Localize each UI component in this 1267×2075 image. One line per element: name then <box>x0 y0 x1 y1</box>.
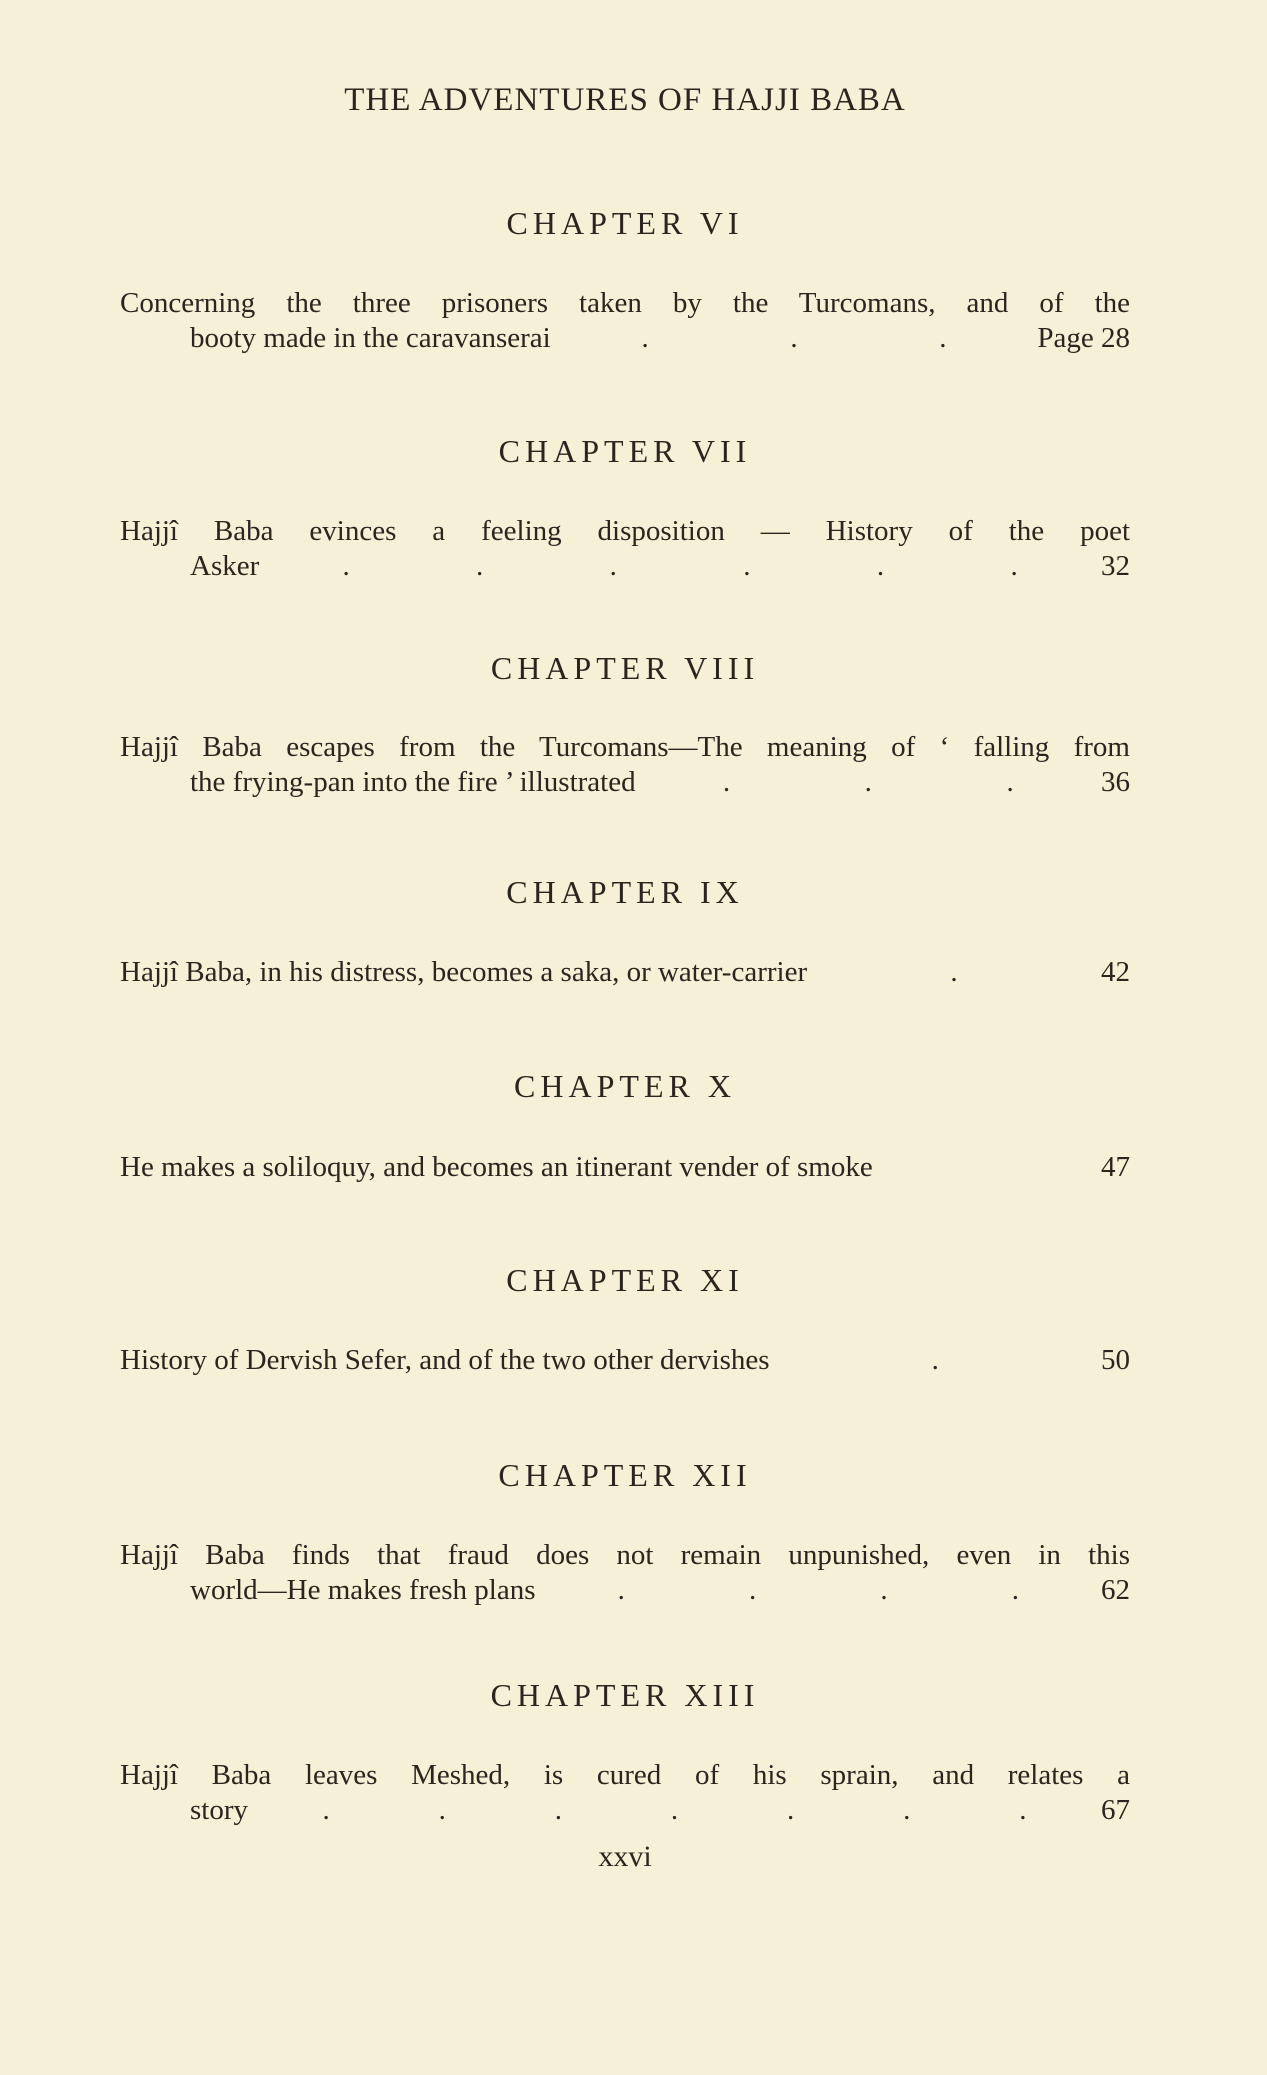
chapter-entry <box>120 955 1130 990</box>
leader-dot: . <box>950 956 958 988</box>
leader-dot: . <box>1019 1794 1027 1826</box>
dot-leader <box>807 955 1101 990</box>
dot-leader <box>259 549 1101 584</box>
page-number: 32 <box>1101 550 1130 582</box>
page-number: 62 <box>1101 1574 1130 1606</box>
leader-dot: . <box>903 1794 911 1826</box>
chapter-entry <box>120 1343 1130 1378</box>
leader-dot: . <box>670 1794 679 1826</box>
chapter-heading: CHAPTER IX <box>506 874 744 910</box>
page-number: 50 <box>1101 1344 1130 1376</box>
leader-dot: . <box>931 1344 939 1376</box>
leader-dot: . <box>617 1574 625 1606</box>
entry-line: Hajjî Baba evinces a feeling disposition — History of the poet <box>120 515 1130 547</box>
leader-dot: . <box>641 322 649 354</box>
entry-line: booty made in the caravanserai <box>190 322 551 354</box>
entry-line: Asker <box>190 550 260 582</box>
chapter-entry <box>120 1538 1130 1608</box>
leader-dot: . <box>342 550 350 582</box>
leader-dot: . <box>939 322 947 354</box>
chapter-entry <box>120 730 1130 800</box>
chapter-heading: CHAPTER VIII <box>490 650 760 686</box>
chapter-heading: CHAPTER XIII <box>490 1677 760 1713</box>
leader-dot: . <box>748 1574 757 1606</box>
leader-dot: . <box>1006 766 1014 798</box>
dot-leader <box>636 765 1101 800</box>
leader-dot: . <box>743 550 751 582</box>
leader-dot: . <box>864 766 872 798</box>
chapter-heading: CHAPTER XII <box>498 1457 752 1493</box>
page-number: 67 <box>1101 1794 1130 1826</box>
page-number: 47 <box>1101 1151 1130 1183</box>
entry-line: the frying-pan into the fire ’ illustrated <box>190 766 636 798</box>
leader-dot: . <box>1010 550 1018 582</box>
chapter-heading: CHAPTER XI <box>506 1262 744 1298</box>
chapter-entry <box>120 1150 1130 1185</box>
leader-dot: . <box>880 1574 888 1606</box>
leader-dot: . <box>609 550 617 582</box>
page-number: 36 <box>1101 766 1130 798</box>
leader-dot: . <box>722 766 731 798</box>
leader-dot: . <box>790 322 798 354</box>
leader-dot: . <box>322 1794 330 1826</box>
running-head: THE ADVENTURES OF HAJJI BABA <box>344 82 906 118</box>
leader-dot: . <box>438 1794 446 1826</box>
chapter-entry <box>120 286 1130 356</box>
chapter-entry <box>120 1758 1130 1828</box>
dot-leader <box>536 1573 1102 1608</box>
page-number: 42 <box>1101 956 1130 988</box>
dot-leader <box>873 1150 1101 1185</box>
entry-line: story <box>190 1794 248 1826</box>
chapter-heading: CHAPTER X <box>514 1068 736 1104</box>
leader-dot: . <box>554 1794 562 1826</box>
leader-dot: . <box>876 550 885 582</box>
entry-line: Concerning the three prisoners taken by the Turcomans, and of the <box>120 287 1130 319</box>
entry-line: Hajjî Baba finds that fraud does not remain unpunished, even in this <box>120 1539 1130 1571</box>
chapter-entry <box>120 514 1130 584</box>
entry-line: He makes a soliloquy, and becomes an itinerant vender of smoke <box>120 1151 873 1183</box>
entry-line: Hajjî Baba escapes from the Turcomans—The meaning of ‘ falling from <box>120 731 1130 763</box>
leader-dot: . <box>1011 1574 1019 1606</box>
leader-dot: . <box>787 1794 795 1826</box>
chapter-heading: CHAPTER VII <box>498 433 752 469</box>
dot-leader <box>248 1793 1101 1828</box>
entry-line: History of Dervish Sefer, and of the two other dervishes <box>120 1344 770 1376</box>
entry-line: Hajjî Baba, in his distress, becomes a saka, or water-carrier <box>120 956 808 988</box>
dot-leader <box>551 321 1038 356</box>
dot-leader <box>770 1343 1101 1378</box>
folio: xxvi <box>598 1840 652 1873</box>
leader-dot: . <box>476 550 484 582</box>
chapter-heading: CHAPTER VI <box>506 205 744 241</box>
entry-line: Hajjî Baba leaves Meshed, is cured of his sprain, and relates a <box>120 1759 1130 1791</box>
entry-line: world—He makes fresh plans <box>190 1574 536 1606</box>
page-number: Page 28 <box>1037 322 1130 354</box>
